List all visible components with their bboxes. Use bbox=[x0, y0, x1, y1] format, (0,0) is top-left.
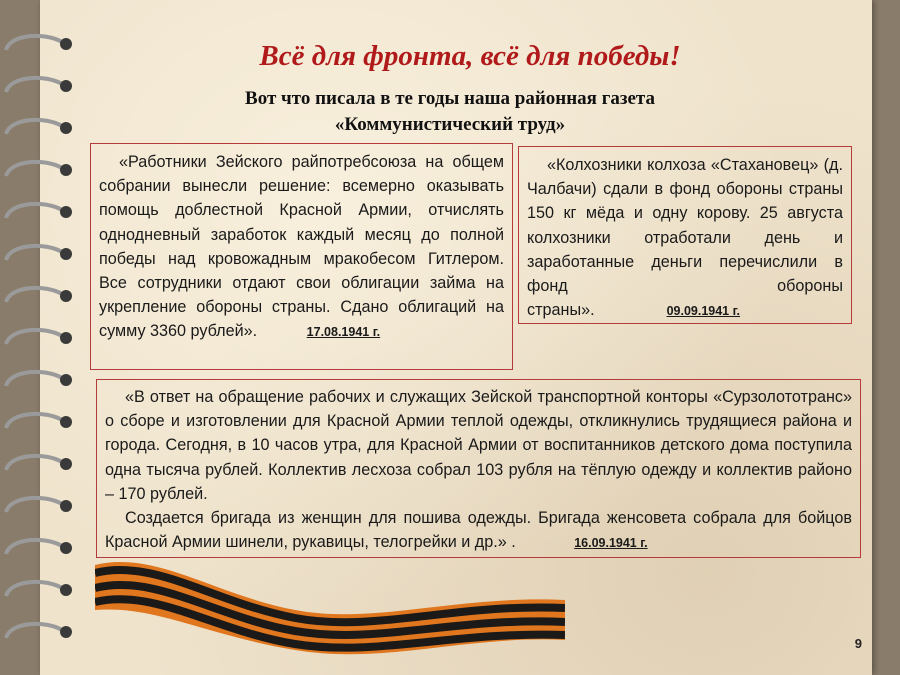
spiral-ring bbox=[6, 78, 62, 92]
spiral-binding-icon bbox=[0, 0, 90, 675]
spiral-hole bbox=[60, 500, 72, 512]
spiral-ring bbox=[6, 456, 62, 470]
st-george-ribbon-icon bbox=[95, 555, 565, 675]
spiral-ring bbox=[6, 204, 62, 218]
spiral-ring bbox=[6, 540, 62, 554]
spiral-hole bbox=[60, 458, 72, 470]
article-3-paragraph-1: «В ответ на обращение рабочих и служащих Зейской транспортной конторы «Сурзолототранс» о сборе и изготовлении для Красной Армии теплой одежды, откликнулись трудящиеся района и города. Сегодня, в 10 часов утра, для Красной Армии от воспитанников детского дома поступила одна тысяча рублей. Коллектив лесхоза собрал 103 рубля на тёплую одежду и коллектив районо – 170 рублей. bbox=[105, 388, 852, 503]
spiral-hole bbox=[60, 38, 72, 50]
spiral-hole bbox=[60, 542, 72, 554]
spiral-ring bbox=[6, 414, 62, 428]
spiral-hole bbox=[60, 164, 72, 176]
spiral-ring bbox=[6, 36, 62, 50]
article-box-1 bbox=[90, 143, 513, 370]
spiral-ring bbox=[6, 120, 62, 134]
article-3-paragraph-2: Создается бригада из женщин для пошива одежды. Бригада женсовета собрала для бойцов Красной Армии шинели, рукавицы, телогрейки и др.» . bbox=[105, 509, 852, 552]
subtitle-line-1: Вот что писала в те годы наша районная газета bbox=[245, 88, 655, 109]
page-number: 9 bbox=[854, 636, 862, 651]
spiral-hole bbox=[60, 290, 72, 302]
spiral-hole bbox=[60, 122, 72, 134]
article-2-text: «Колхозники колхоза «Стахановец» (д. Чалбачи) сдали в фонд обороны страны 150 кг мёда и одну корову. 25 августа колхозники отработали день и заработанные деньги перечислили в фонд обороны страны». bbox=[527, 156, 843, 320]
article-box-3 bbox=[96, 379, 861, 558]
spiral-ring bbox=[6, 246, 62, 260]
spiral-hole bbox=[60, 206, 72, 218]
spiral-hole bbox=[60, 80, 72, 92]
spiral-hole bbox=[60, 416, 72, 428]
spiral-hole bbox=[60, 626, 72, 638]
spiral-ring bbox=[6, 330, 62, 344]
spiral-ring bbox=[6, 624, 62, 638]
spiral-hole bbox=[60, 374, 72, 386]
article-1-text: «Работники Зейского райпотребсоюза на общем собрании вынесли решение: всемерно оказывать помощь доблестной Красной Армии, отчислять однодневный заработок каждый месяц до полной победы над кровожадным мракобесом Гитлером. Все сотрудники отдают свои облигации займа на укрепление обороны страны. Сдано облигаций на сумму 3360 рублей». bbox=[99, 153, 504, 341]
spiral-ring bbox=[6, 288, 62, 302]
spiral-ring bbox=[6, 162, 62, 176]
page-title: Всё для фронта, всё для победы! bbox=[259, 40, 681, 72]
subtitle-line-2: «Коммунистический труд» bbox=[334, 114, 566, 135]
spiral-hole bbox=[60, 248, 72, 260]
article-1-date: 17.08.1941 г. bbox=[306, 325, 381, 340]
article-3-date: 16.09.1941 г. bbox=[574, 536, 648, 551]
spiral-ring bbox=[6, 372, 62, 386]
article-2-date: 09.09.1941 г. bbox=[666, 304, 741, 319]
spiral-ring bbox=[6, 498, 62, 512]
article-box-2 bbox=[518, 146, 852, 324]
spiral-hole bbox=[60, 332, 72, 344]
spiral-hole bbox=[60, 584, 72, 596]
spiral-ring bbox=[6, 582, 62, 596]
subtitle bbox=[150, 86, 750, 138]
